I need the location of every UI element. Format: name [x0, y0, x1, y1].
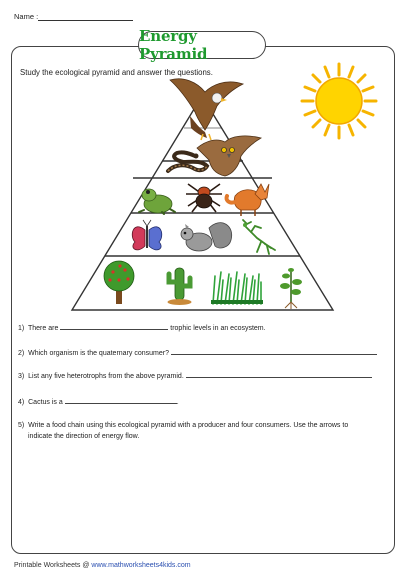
- energy-pyramid: [65, 76, 340, 312]
- squirrel-icon: [181, 223, 232, 251]
- question-4: 4) Cactus is a .: [18, 395, 179, 408]
- answer-blank-2[interactable]: [171, 346, 377, 355]
- fox-icon: [226, 184, 269, 216]
- owl-icon: [197, 136, 261, 176]
- butterfly-icon: [132, 220, 162, 250]
- cactus-icon: [168, 268, 192, 305]
- name-field[interactable]: [38, 20, 133, 21]
- instruction-text: Study the ecological pyramid and answer the questions.: [20, 68, 213, 77]
- page-title: Energy Pyramid: [139, 27, 208, 63]
- tree-icon: [104, 261, 134, 304]
- footer-link[interactable]: www.mathworksheets4kids.com: [91, 562, 191, 569]
- mantis-icon: [243, 220, 275, 254]
- question-5: 5) Write a food chain using this ecological pyramid with a producer and four consumers. Use the arrows to indicate the direction of energy flow.: [18, 422, 349, 440]
- title-banner: [138, 27, 266, 63]
- footer: Printable Worksheets @ www.mathworksheets4kids.com: [14, 562, 191, 569]
- answer-blank-3[interactable]: [186, 369, 372, 378]
- plant-icon: [280, 268, 302, 309]
- grass-icon: [211, 272, 263, 304]
- answer-blank-1[interactable]: [60, 321, 168, 330]
- question-1: 1) There are trophic levels in an ecosystem.: [18, 321, 266, 334]
- name-label: Name :: [14, 12, 39, 21]
- answer-blank-4[interactable]: [65, 395, 177, 404]
- question-3: 3) List any five heterotrophs from the above pyramid.: [18, 369, 372, 382]
- spider-icon: [186, 184, 222, 212]
- frog-icon: [139, 189, 175, 214]
- question-2: 2) Which organism is the quaternary consumer?: [18, 346, 377, 359]
